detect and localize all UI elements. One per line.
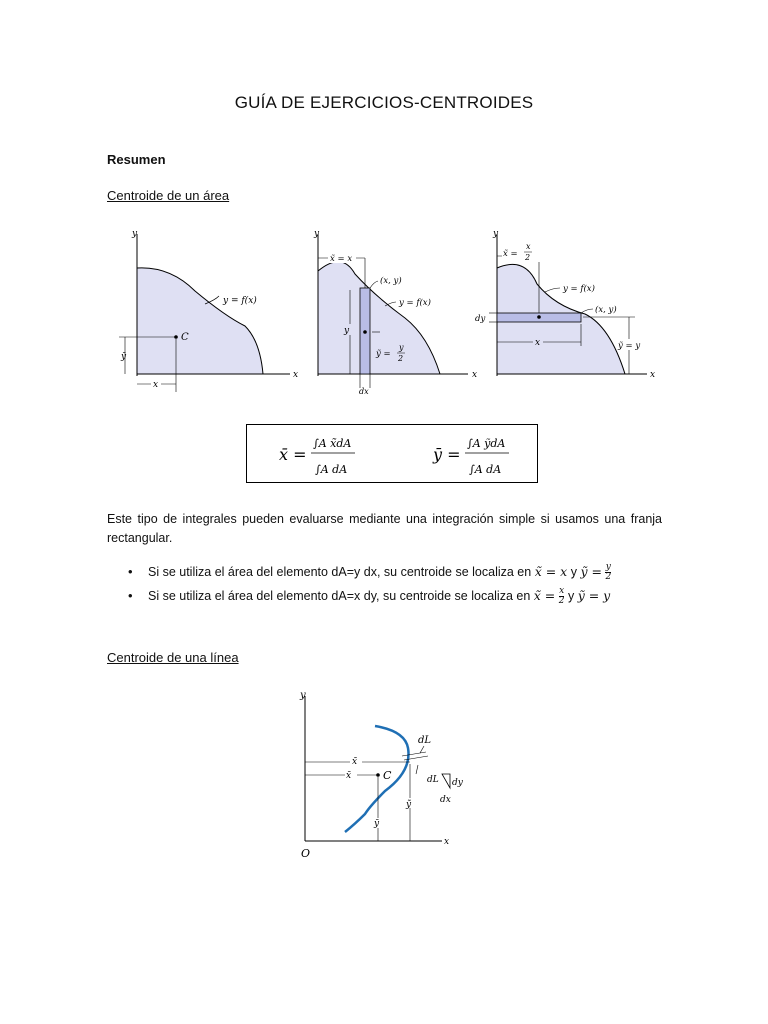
area-figure-2 xyxy=(300,226,490,396)
dL-label: dL xyxy=(418,735,432,746)
bullet-dot: • xyxy=(128,588,133,603)
xbar-denominator: ∫A dA xyxy=(315,463,348,476)
curve-label: y = f(x) xyxy=(399,298,431,308)
height-label: y xyxy=(344,326,350,336)
y-axis-label: y xyxy=(314,229,320,239)
bullet-item-1 xyxy=(128,562,611,582)
xtilde-frac-den: 2 xyxy=(525,253,531,262)
bullet-math-a: x̃ = x xyxy=(534,564,568,579)
dy-label: dy xyxy=(452,778,463,788)
bullet-math-b: ỹ = y xyxy=(577,588,611,603)
area-centroid-subheading: Centroide de un área xyxy=(107,188,230,203)
x-axis-label: x xyxy=(293,370,299,380)
line-centroid-point xyxy=(376,773,380,777)
bullet-math-a: x̃ = xyxy=(533,588,556,603)
bullet-fraction xyxy=(605,563,611,582)
line-centroid-subheading: Centroide de una línea xyxy=(107,650,239,665)
curve-label: y = f(x) xyxy=(223,296,257,306)
x-axis-label: x xyxy=(472,370,478,380)
bullet-join: y xyxy=(570,565,577,579)
centroid-formulas xyxy=(247,425,537,482)
ybar-label: ȳ xyxy=(374,819,380,829)
length-label: x xyxy=(535,338,541,348)
curve-label: y = f(x) xyxy=(563,284,595,294)
strip-centroid xyxy=(537,315,541,319)
fraction-denominator: 2 xyxy=(605,572,612,583)
xbar-lhs: x̄ = xyxy=(279,445,307,464)
y-axis-label: y xyxy=(300,690,306,701)
dy-label: dy xyxy=(475,314,486,324)
area-figure-3 xyxy=(475,226,675,396)
bullet-join: y xyxy=(567,589,575,603)
xbar-label: x̄ xyxy=(346,771,352,781)
bullet-math-b: ỹ = xyxy=(580,564,602,579)
x-axis-label: x xyxy=(444,837,450,847)
ytilde-label: ỹ = xyxy=(376,349,391,359)
document-title: GUÍA DE EJERCICIOS-CENTROIDES xyxy=(234,93,534,112)
point-label: (x, y) xyxy=(380,276,402,286)
bullet-text: Si se utiliza el área del elemento dA=y dx, su centroide se localiza en xyxy=(148,565,532,579)
dx-label: dx xyxy=(440,795,451,805)
strip-centroid xyxy=(363,330,367,334)
xtilde-label: x̃ = xyxy=(503,249,518,259)
ybar-label: ȳ xyxy=(121,352,127,362)
centroid-point xyxy=(174,335,178,339)
centroid-label: C xyxy=(181,332,189,343)
point-label: (x, y) xyxy=(595,305,617,315)
line-centroid-label: C xyxy=(383,769,392,782)
xbar-numerator: ∫A x̃dA xyxy=(313,437,352,450)
dx-label: dx xyxy=(359,387,369,396)
xbar-label: x xyxy=(153,380,159,390)
centroid-formula-box xyxy=(246,424,538,483)
ytilde-label: ỹ xyxy=(406,800,412,810)
area-figure-1 xyxy=(115,226,305,396)
integration-paragraph: Este tipo de integrales pueden evaluarse mediante una integración simple si usamos una franja rectangular. xyxy=(107,512,662,545)
xtilde-label: x̃ xyxy=(352,757,358,767)
y-axis-label: y xyxy=(493,229,499,239)
ytilde-frac-num: y xyxy=(399,343,404,352)
differential-triangle xyxy=(442,774,450,788)
bullet-fraction xyxy=(559,587,565,606)
ytilde-frac-den: 2 xyxy=(398,354,404,363)
x-axis-label: x xyxy=(650,370,656,380)
y-axis-label: y xyxy=(132,229,138,239)
bullet-text: Si se utiliza el área del elemento dA=x dy, su centroide se localiza en xyxy=(148,589,531,603)
fraction-numerator: x xyxy=(559,586,565,597)
ybar-lhs: ȳ = xyxy=(433,445,461,464)
origin-label: O xyxy=(301,847,311,860)
resumen-heading: Resumen xyxy=(107,152,166,167)
ybar-numerator: ∫A ỹdA xyxy=(467,437,506,450)
ytilde-label: ỹ = y xyxy=(618,341,641,351)
fraction-numerator: y xyxy=(605,562,611,573)
bullet-dot: • xyxy=(128,564,133,579)
ybar-denominator: ∫A dA xyxy=(469,463,502,476)
bullet-item-2 xyxy=(128,586,610,606)
xtilde-label: x̃ = x xyxy=(330,254,353,264)
dL-small-label: dL xyxy=(427,775,439,785)
xtilde-frac-num: x xyxy=(526,242,531,251)
fraction-denominator: 2 xyxy=(558,596,565,607)
line-centroid-figure xyxy=(290,686,465,866)
